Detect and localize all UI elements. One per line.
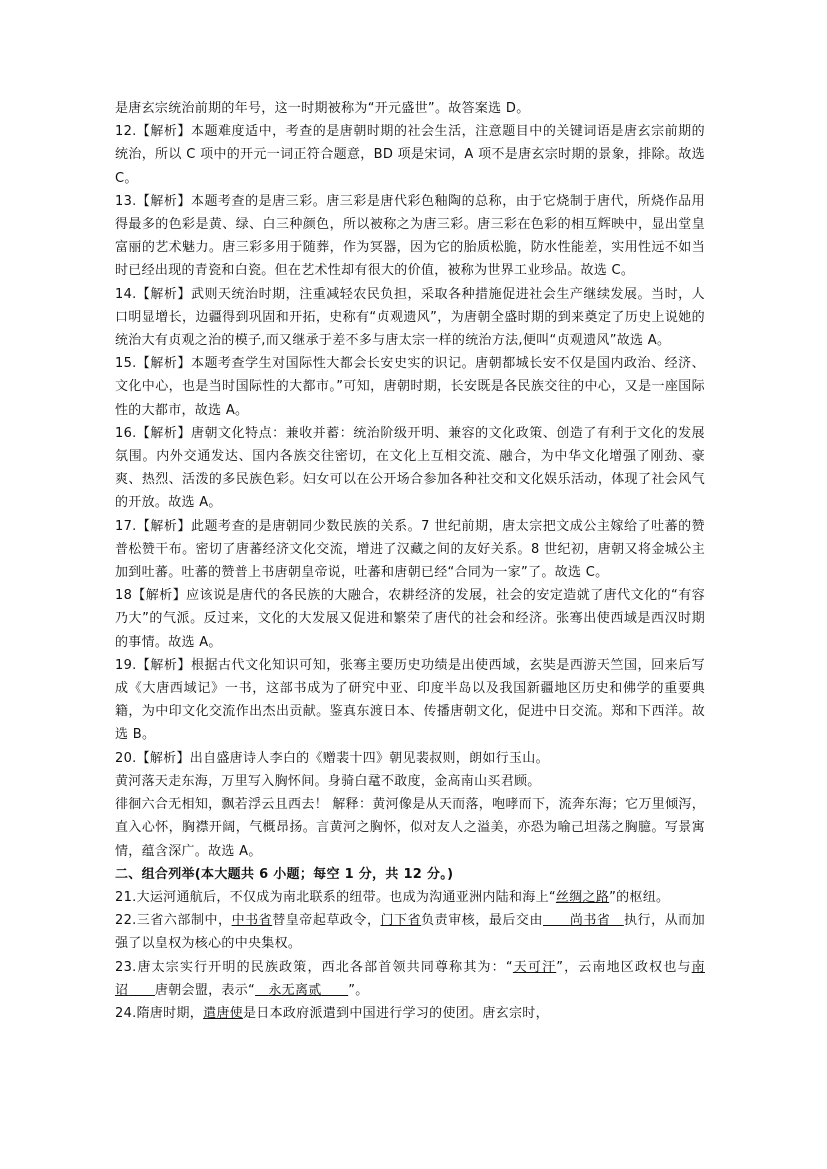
q23-answer-3 bbox=[255, 983, 348, 998]
paragraph-q16: 16.【解析】唐朝文化特点：兼收并蓄：统治阶级开明、兼容的文化政策、创造了有利于文化的发展氛围。内外交通发达、国内各族交往密切，在文化上互相交流、融合，为中华文化增强了刚劲、豪爽、热烈、活泼的多民族色彩。妇女可以在公开场合参加各种社交和文化娱乐活动，体现了社会风气的开放。故选 A。 bbox=[115, 425, 705, 511]
q23-answer-3-text: 永无离贰 bbox=[268, 982, 322, 998]
q24-text-2: 是日本政府派遣到中国进行学习的使团。唐玄宗时， bbox=[242, 1005, 549, 1021]
q23-text-2: ”，云南地区政权也与 bbox=[556, 959, 692, 975]
section-heading: 二、组合列举(本大题共 6 小题；每空 1 分，共 12 分。) bbox=[115, 866, 454, 882]
q21-text-after: ”的枢纽。 bbox=[609, 889, 670, 905]
q22-answer-1: 中书省 bbox=[231, 913, 273, 929]
question-21 bbox=[115, 886, 705, 909]
question-24 bbox=[115, 1002, 705, 1025]
q21-answer: 丝绸之路 bbox=[555, 889, 610, 905]
q24-answer-1: 遣唐使 bbox=[203, 1005, 243, 1021]
poem-line-1: 黄河落天走东海，万里写入胸怀间。身骑白鼋不敢度，金高南山买君顾。 bbox=[115, 773, 541, 789]
q23-text-1: 23.唐太宗实行开明的民族政策，西北各部首领共同尊称其为：“ bbox=[115, 959, 513, 975]
q22-text-4: 执行，从而加强了以皇权为核心的中央集权。 bbox=[115, 913, 705, 952]
question-23 bbox=[115, 956, 705, 1002]
q23-answer-2-text: 南诏 bbox=[115, 959, 705, 998]
q23-text-4: ”。 bbox=[348, 982, 369, 998]
paragraph-q20: 20.【解析】出自盛唐诗人李白的《赠裴十四》朝见裴叔则，朗如行玉山。 bbox=[115, 750, 549, 766]
poem-line-2: 徘徊六合无相知，飘若浮云且西去！ 解释：黄河像是从天而落，咆哮而下，流奔东海；它万里倾泻，直入心怀，胸襟开阔，气概昂扬。言黄河之胸怀，似对友人之溢美，亦恐为喻己坦荡之胸臆。写景寓情，蕴含深广。故选 A。 bbox=[115, 797, 705, 859]
q22-text-1: 22.三省六部制中， bbox=[115, 913, 232, 929]
q22-answer-2: 门下省 bbox=[380, 913, 422, 929]
q23-answer-1: 天可汗 bbox=[512, 959, 557, 975]
paragraph-q17: 17.【解析】此题考查的是唐朝同少数民族的关系。7 世纪前期，唐太宗把文成公主嫁给了吐蕃的赞普松赞干布。密切了唐蕃经济文化交流，增进了汉藏之间的友好关系。8 世纪初，唐朝又将金城公主加到吐蕃。吐蕃的赞普上书唐朝皇帝说，吐蕃和唐朝已经“合同为一家”了。故选 C。 bbox=[115, 518, 705, 581]
paragraph-q15: 15.【解析】本题考查学生对国际性大都会长安史实的识记。唐朝都城长安不仅是国内政治、经济、文化中心，也是当时国际性的大都市。”可知，唐朝时期，长安既是各民族交往的中心，又是一座国际性的大都市，故选 A。 bbox=[115, 356, 705, 418]
paragraph-11-end: 是唐玄宗统治前期的年号，这一时期被称为“开元盛世”。故答案选 D。 bbox=[115, 101, 530, 116]
q22-answer-3-text: 尚书省 bbox=[569, 913, 611, 929]
document-page bbox=[115, 97, 705, 1025]
q22-answer-3 bbox=[543, 913, 624, 928]
paragraph-q12: 12.【解析】本题难度适中，考查的是唐朝时期的社会生活，注意题目中的关键词语是唐玄宗前期的统治，所以 C 项中的开元一词正符合题意，BD 项是宋词，A 项不是唐玄宗时期的景象，排除。故选 C。 bbox=[115, 124, 705, 186]
q21-text-before: 21.大运河通航后，不仅成为南北联系的纽带。也成为沟通亚洲内陆和海上“ bbox=[115, 889, 556, 905]
q24-text-1: 24.隋唐时期， bbox=[115, 1005, 204, 1021]
question-22 bbox=[115, 909, 705, 955]
paragraph-q13: 13.【解析】本题考查的是唐三彩。唐三彩是唐代彩色釉陶的总称，由于它烧制于唐代，所烧作品用得最多的色彩是黄、绿、白三种颜色，所以被称之为唐三彩。唐三彩在色彩的相互辉映中，显出堂皇富丽的艺术魅力。唐三彩多用于随葬，作为冥器，因为它的胎质松脆，防水性能差，实用性远不如当时已经出现的青瓷和白瓷。但在艺术性却有很大的价值，被称为世界工业珍品。故选 C。 bbox=[115, 193, 705, 279]
paragraph-q18: 18【解析】应该说是唐代的各民族的大融合，农耕经济的发展，社会的安定造就了唐代文化的“有容乃大”的气派。反过来，文化的大发展又促进和繁荣了唐代的社会和经济。张骞出使西域是西汉时期的事情。故选 A。 bbox=[115, 588, 705, 650]
q23-text-3: 唐朝会盟，表示“ bbox=[154, 982, 256, 998]
q22-text-2: 替皇帝起草政令， bbox=[272, 913, 381, 929]
paragraph-q14: 14.【解析】武则天统治时期，注重减轻农民负担，采取各种措施促进社会生产继续发展。当时，人口明显增长，边疆得到巩固和开拓，史称有“贞观遗风”，为唐朝全盛时期的到来奠定了历史上说她的统治大有贞观之治的模子,而又继承于差不多与唐太宗一样的统治方法,便叫“贞观遗风”故选 A。 bbox=[115, 286, 705, 349]
paragraph-q19: 19.【解析】根据古代文化知识可知，张骞主要历史功绩是出使西域，玄奘是西游天竺国，回来后写成《大唐西域记》一书，这部书成为了研究中亚、印度半岛以及我国新疆地区历史和佛学的重要典籍，为中印文化交流作出杰出贡献。鉴真东渡日本、传播唐朝文化，促进中日交流。郑和下西洋。故选 B。 bbox=[115, 657, 705, 743]
q22-text-3: 负责审核，最后交由 bbox=[421, 913, 543, 929]
